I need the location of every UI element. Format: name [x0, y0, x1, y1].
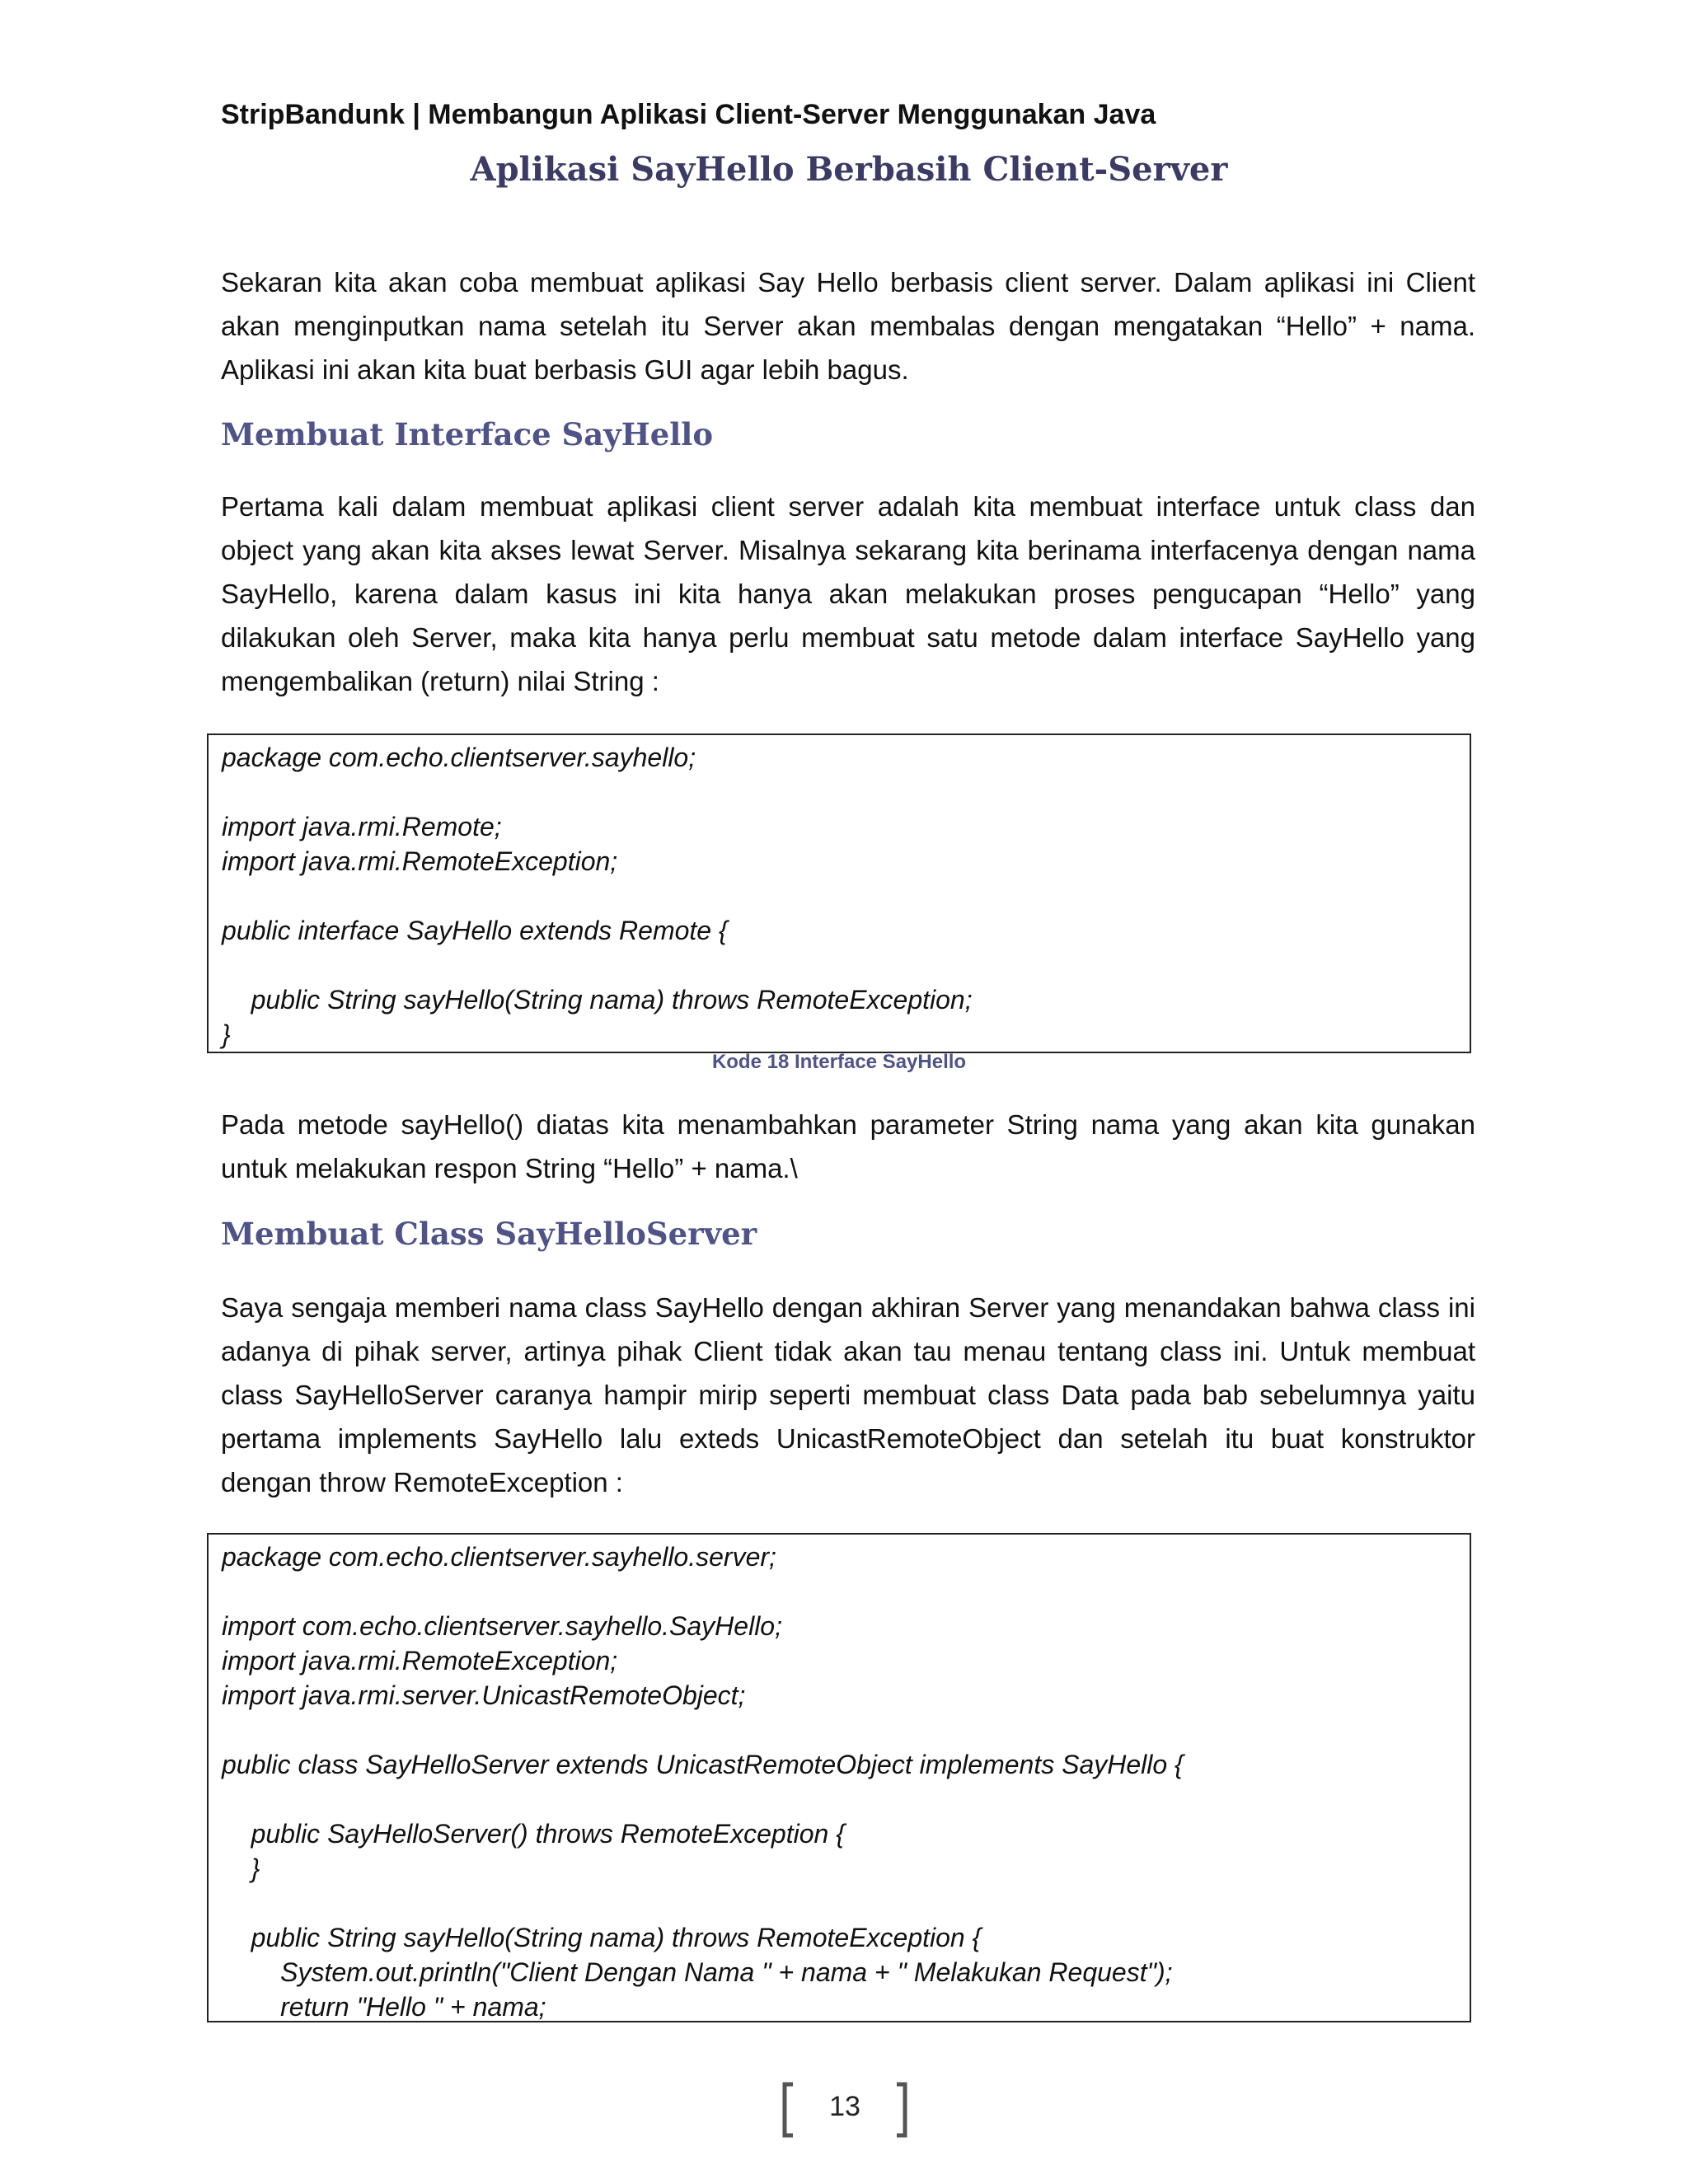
code-line: return "Hello " + nama; [222, 1992, 546, 2022]
code-line [222, 1713, 1470, 1747]
code-line: public class SayHelloServer extends UnicastRemoteObject implements SayHello { [222, 1750, 1184, 1779]
code-line: import java.rmi.RemoteException; [222, 1646, 618, 1675]
page-number [775, 2081, 915, 2139]
section-heading-interface: Membuat Interface SayHello [221, 416, 714, 452]
code-line: } [222, 1854, 260, 1883]
code-line: public SayHelloServer() throws RemoteException { [222, 1819, 845, 1849]
code-line: import java.rmi.server.UnicastRemoteObject; [222, 1680, 746, 1710]
server-paragraph: Saya sengaja memberi nama class SayHello dengan akhiran Server yang menandakan bahwa class ini adanya di pihak server, artinya pihak Client tidak akan tau menau tentang class ini. Untuk membuat class SayHelloServer caranya hampir mirip seperti membuat class Data pada bab sebelumnya yaitu pertama implements SayHello lalu exteds UnicastRemoteObject dan setelah itu buat konstruktor dengan throw RemoteException : [221, 1292, 1475, 1497]
code-line [222, 775, 1470, 809]
code-line: } [222, 1019, 231, 1049]
code-line [222, 879, 1470, 913]
page-title: Aplikasi SayHello Berbasih Client-Server [470, 150, 1228, 189]
interface-paragraph: Pertama kali dalam membuat aplikasi client server adalah kita membuat interface untuk class dan object yang akan kita akses lewat Server. Misalnya sekarang kita berinama interfacenya dengan nama SayHello, karena dalam kasus ini kita hanya akan melakukan proses pengucapan “Hello” yang dilakukan oleh Server, maka kita hanya perlu membuat satu metode dalam interface SayHello yang mengembalikan (return) nilai String : [221, 491, 1475, 696]
code-caption: Kode 18 Interface SayHello [711, 1051, 967, 1073]
code-line: import com.echo.clientserver.sayhello.SayHello; [222, 1611, 782, 1641]
code-line: public String sayHello(String nama) throws RemoteException; [222, 985, 973, 1015]
code-line [222, 1886, 1470, 1920]
code-line: package com.echo.clientserver.sayhello.server; [222, 1542, 776, 1572]
code-line: public String sayHello(String nama) throws RemoteException { [222, 1923, 982, 1952]
code-line: import java.rmi.Remote; [222, 812, 502, 841]
code-line: public interface SayHello extends Remote { [222, 916, 728, 945]
page-number-text: 13 [829, 2091, 860, 2122]
section-heading-server: Membuat Class SayHelloServer [221, 1216, 757, 1252]
code-line [222, 948, 1470, 982]
code-block-interface [207, 733, 1471, 1053]
code-line: package com.echo.clientserver.sayhello; [222, 743, 696, 772]
code-line [222, 1782, 1470, 1816]
code-line: import java.rmi.RemoteException; [222, 846, 618, 876]
running-header: StripBandunk | Membangun Aplikasi Client-Server Menggunakan Java [221, 99, 1156, 130]
code-line: System.out.println("Client Dengan Nama " + nama + " Melakukan Request"); [222, 1957, 1173, 1987]
intro-paragraph: Sekaran kita akan coba membuat aplikasi Say Hello berbasis client server. Dalam aplikasi ini Client akan menginputkan nama setelah itu Server akan membalas dengan mengatakan “Hello” + nama. Aplikasi ini akan kita buat berbasis GUI agar lebih bagus. [221, 267, 1475, 385]
code-line [222, 1574, 1470, 1609]
after-code-paragraph: Pada metode sayHello() diatas kita menambahkan parameter String nama yang akan kita gunakan untuk melakukan respon String “Hello” + nama.\ [221, 1109, 1475, 1183]
code-block-server [207, 1533, 1471, 2022]
